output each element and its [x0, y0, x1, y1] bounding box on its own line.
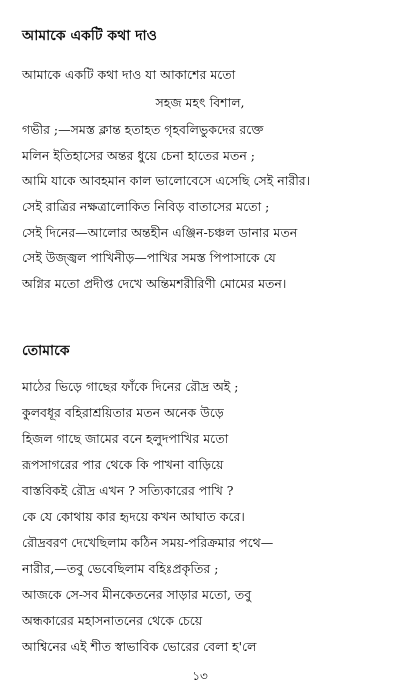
poem1-line-4: মলিন ইতিহাসের অন্তর ধুয়ে চেনা হাতের মতন ;: [22, 148, 255, 163]
poem1-line-3: গভীর ;—সমস্ত ক্লান্ত হতাহত গৃহবলিভুকদের রক্তে: [22, 122, 264, 137]
poem2-line-1: মাঠের ভিড়ে গাছের ফাঁকে দিনের রৌদ্র অই ;: [22, 379, 239, 394]
poem2-line-9: আজকে সে-সব মীনকেতনের সাড়ার মতো, তবু: [22, 587, 252, 602]
poem1-line-9: অগ্নির মতো প্রদীপ্ত দেখে অন্তিমশরীরিণী মোমের মতন।: [22, 276, 287, 291]
poem2-line-11: আশ্বিনের এই শীত স্বাভাবিক ভোরের বেলা হ'লে: [22, 639, 257, 654]
poem2-line-7: রৌদ্রবরণ দেখেছিলাম কঠিন সময়-পরিক্রমার পথে—: [22, 535, 274, 550]
poem1-line-8: সেই উজ্জ্বল পাখিনীড়—পাখির সমস্ত পিপাসাকে যে: [22, 250, 276, 265]
poem2-line-8: নারীর,—তবু ভেবেছিলাম বহিঃপ্রকৃতির ;: [22, 561, 219, 576]
poem2-line-2: কুলবধূর বহিরাশ্রয়িতার মতন অনেক উড়ে: [22, 405, 224, 420]
poem2-line-5: বাস্তবিকই রৌদ্র এখন ? সত্যিকারের পাখি ?: [22, 483, 234, 498]
poem2-title: তোমাকে: [22, 343, 70, 359]
poem1-line-5: আমি যাকে আবহমান কাল ভালোবেসে এসেছি সেই নারীর।: [22, 173, 311, 188]
poem1-line-6: সেই রাত্রির নক্ষত্রালোকিত নিবিড় বাতাসের মতো ;: [22, 199, 270, 214]
page-number: ১৩: [192, 669, 208, 683]
poem1-line-7: সেই দিনের—আলোর অন্তহীন এঞ্জিন-চঞ্চল ডানার মতন: [22, 225, 298, 240]
poem2-line-6: কে যে কোথায় কার হৃদয়ে কখন আঘাত করে।: [22, 509, 245, 524]
poem1-line-2: সহজ মহৎ বিশাল,: [155, 95, 245, 110]
poem2-line-4: রূপসাগরের পার থেকে কি পাখনা বাড়িয়ে: [22, 457, 224, 472]
poem2-line-3: হিজল গাছে জামের বনে হলুদপাখির মতো: [22, 431, 229, 446]
poem1-title: আমাকে একটি কথা দাও: [22, 28, 157, 44]
poem2-line-10: অন্ধকারের মহাসনাতনের থেকে চেয়ে: [22, 613, 203, 628]
poem1-line-1: আমাকে একটি কথা দাও যা আকাশের মতো: [22, 67, 236, 82]
